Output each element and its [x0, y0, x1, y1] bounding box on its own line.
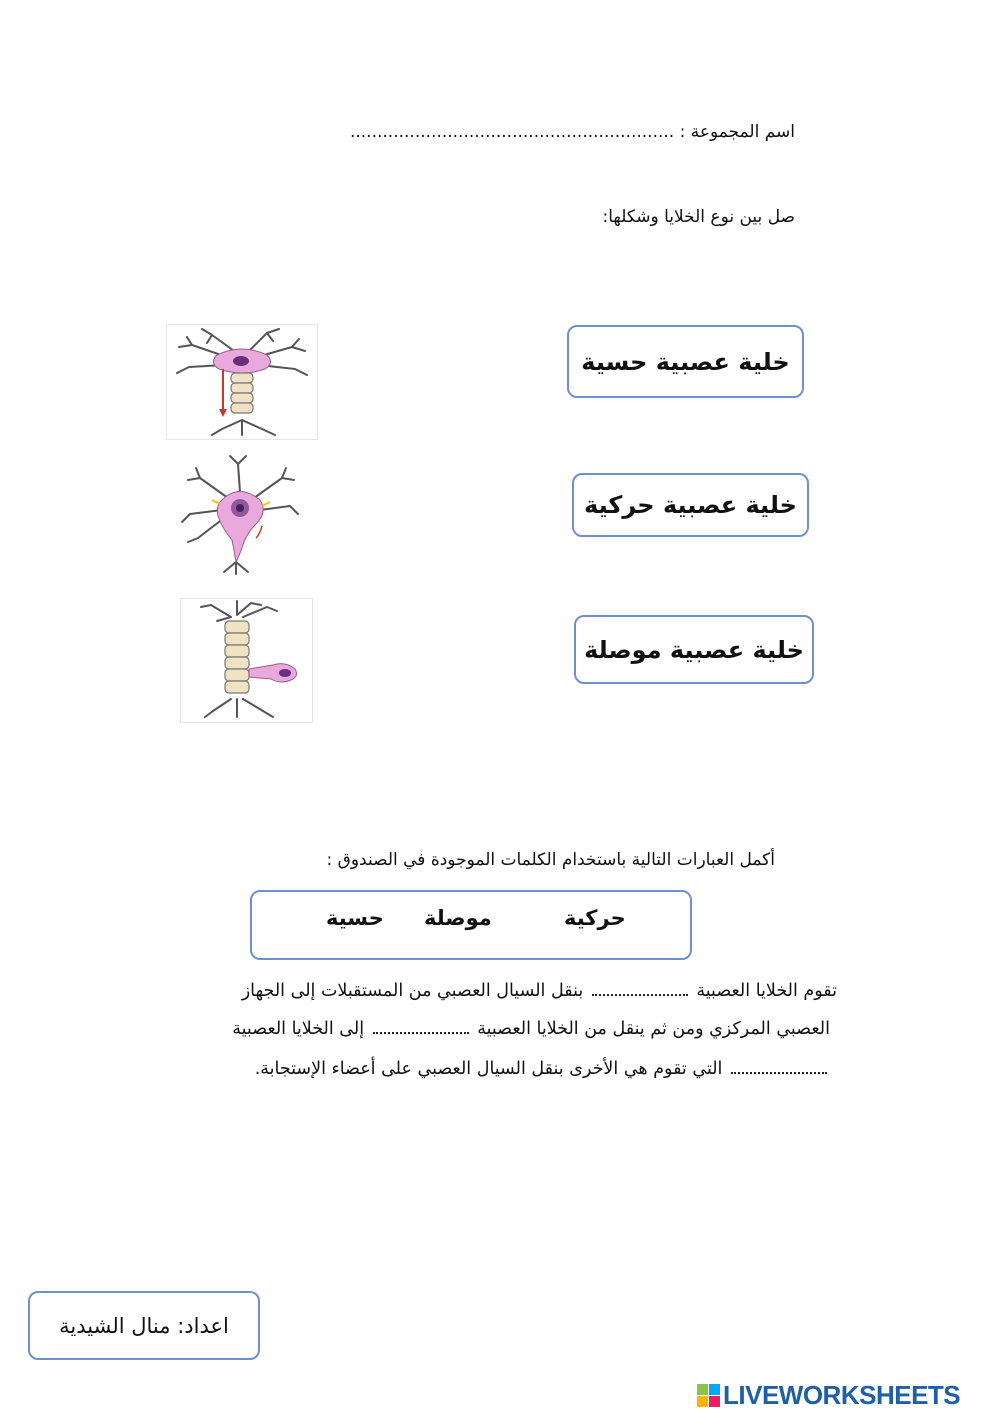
- word-bank: [250, 890, 692, 960]
- paragraph-text: إلى الخلايا العصبية: [232, 1019, 365, 1039]
- word-bank-item[interactable]: حركية: [564, 906, 626, 930]
- paragraph-text: التي تقوم هي الأخرى بنقل السيال العصبي على أعضاء الإستجابة.: [254, 1059, 723, 1079]
- paragraph-text: تقوم الخلايا العصبية: [696, 981, 837, 1001]
- motor-neuron-box[interactable]: خلية عصبية حركية: [572, 473, 809, 537]
- word-bank-item[interactable]: موصلة: [424, 906, 492, 930]
- paragraph-line: [232, 1018, 830, 1039]
- sensory-neuron-box[interactable]: خلية عصبية حسية: [567, 325, 804, 398]
- group-name-label: اسم المجموعة : ............................................................: [349, 122, 795, 142]
- blank-field-1[interactable]: [592, 980, 688, 996]
- word-bank-item[interactable]: حسية: [326, 906, 384, 930]
- blank-field-3[interactable]: [731, 1058, 827, 1074]
- matching-instruction: صل بين نوع الخلايا وشكلها:: [602, 207, 795, 227]
- liveworksheets-logo: [697, 1378, 960, 1412]
- sensory-neuron-image[interactable]: [166, 324, 318, 440]
- blank-field-2[interactable]: [373, 1018, 469, 1034]
- paragraph-text: العصبي المركزي ومن ثم ينقل من الخلايا العصبية: [477, 1019, 830, 1039]
- relay-neuron-box[interactable]: خلية عصبية موصلة: [574, 615, 814, 684]
- motor-neuron-image[interactable]: [178, 452, 303, 578]
- author-box: [28, 1291, 260, 1360]
- paragraph-line: [255, 1058, 830, 1079]
- brand-grid-icon: [697, 1384, 720, 1407]
- author-name: اعداد: منال الشيدية: [59, 1313, 229, 1338]
- paragraph-line: [242, 980, 837, 1001]
- paragraph-text: بنقل السيال العصبي من المستقبلات إلى الجهاز: [241, 981, 584, 1001]
- brand-text: LIVEWORKSHEETS: [723, 1380, 961, 1410]
- fill-instruction: أكمل العبارات التالية باستخدام الكلمات الموجودة في الصندوق :: [326, 850, 775, 870]
- relay-neuron-image[interactable]: [180, 598, 313, 723]
